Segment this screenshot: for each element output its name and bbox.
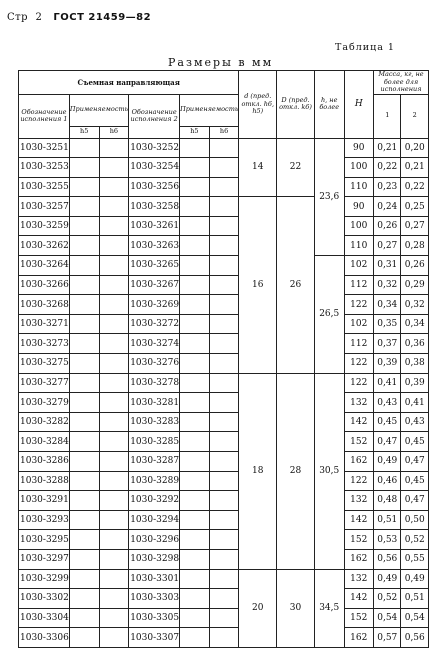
appl2-h6-cell	[209, 510, 239, 530]
code1-cell: 1030-3295	[19, 530, 70, 550]
H-cell: 142	[344, 510, 374, 530]
appl2-h6-cell	[209, 138, 239, 158]
table-row	[19, 452, 429, 472]
appl1-h5-cell	[69, 158, 99, 178]
H-cell: 122	[344, 354, 374, 374]
code2-cell: 1030-3254	[129, 158, 180, 178]
mass2-cell: 0,22	[401, 177, 429, 197]
appl2-h6-cell	[209, 628, 239, 648]
H-cell: 132	[344, 569, 374, 589]
appl1-h6-cell	[99, 314, 129, 334]
appl1-sub-h5: h5	[69, 126, 99, 138]
code1-cell: 1030-3297	[19, 549, 70, 569]
appl2-h6-cell	[209, 452, 239, 472]
appl2-h5-cell	[180, 158, 210, 178]
mass1-cell: 0,46	[374, 471, 401, 491]
appl1-h5-cell	[69, 530, 99, 550]
h-cell: 34,5	[314, 569, 344, 647]
appl2-h5-cell	[180, 138, 210, 158]
appl1-h5-cell	[69, 549, 99, 569]
H-cell: 162	[344, 452, 374, 472]
D-cell: 30	[277, 569, 315, 647]
appl1-h6-cell	[99, 295, 129, 315]
mass1-cell: 0,37	[374, 334, 401, 354]
appl1-h5-cell	[69, 589, 99, 609]
mass2-cell: 0,56	[401, 628, 429, 648]
mass1-header: 1	[374, 94, 401, 138]
appl2-h6-cell	[209, 393, 239, 413]
D-cell: 22	[277, 138, 315, 197]
code1-cell: 1030-3277	[19, 373, 70, 393]
appl2-h6-cell	[209, 275, 239, 295]
appl2-h6-cell	[209, 177, 239, 197]
mass2-cell: 0,45	[401, 471, 429, 491]
mass1-cell: 0,35	[374, 314, 401, 334]
appl1-h5-cell	[69, 393, 99, 413]
code1-cell: 1030-3262	[19, 236, 70, 256]
H-cell: 152	[344, 530, 374, 550]
table-row	[19, 314, 429, 334]
code2-cell: 1030-3258	[129, 197, 180, 217]
code1-cell: 1030-3264	[19, 256, 70, 276]
d-cell: 20	[239, 569, 277, 647]
table-row	[19, 510, 429, 530]
code2-header: Обозначение исполнения 2	[129, 94, 180, 138]
mass1-cell: 0,41	[374, 373, 401, 393]
table-row	[19, 589, 429, 609]
appl1-h6-cell	[99, 510, 129, 530]
mass2-cell: 0,29	[401, 275, 429, 295]
appl2-h6-cell	[209, 236, 239, 256]
appl2-h5-cell	[180, 432, 210, 452]
appl1-h5-cell	[69, 138, 99, 158]
mass1-cell: 0,23	[374, 177, 401, 197]
appl1-h5-cell	[69, 256, 99, 276]
appl1-h6-cell	[99, 197, 129, 217]
table-row	[19, 412, 429, 432]
table-row	[19, 628, 429, 648]
table-row	[19, 569, 429, 589]
mass1-cell: 0,21	[374, 138, 401, 158]
appl2-h6-cell	[209, 608, 239, 628]
H-cell: 122	[344, 471, 374, 491]
mass2-cell: 0,36	[401, 334, 429, 354]
appl1-h5-cell	[69, 471, 99, 491]
appl2-h5-cell	[180, 569, 210, 589]
mass2-cell: 0,55	[401, 549, 429, 569]
code2-cell: 1030-3283	[129, 412, 180, 432]
appl1-h5-cell	[69, 295, 99, 315]
appl1-h5-cell	[69, 216, 99, 236]
standard-number: ГОСТ 21459—82	[53, 12, 152, 23]
table-row	[19, 138, 429, 158]
mass1-cell: 0,49	[374, 452, 401, 472]
H-cell: 122	[344, 295, 374, 315]
mass2-cell: 0,47	[401, 452, 429, 472]
code2-cell: 1030-3272	[129, 314, 180, 334]
H-cell: 90	[344, 197, 374, 217]
H-cell: 142	[344, 412, 374, 432]
appl2-h6-cell	[209, 197, 239, 217]
mass1-cell: 0,32	[374, 275, 401, 295]
mass2-cell: 0,39	[401, 373, 429, 393]
D-cell: 26	[277, 197, 315, 373]
code2-cell: 1030-3267	[129, 275, 180, 295]
appl2-h5-cell	[180, 177, 210, 197]
mass1-cell: 0,48	[374, 491, 401, 511]
table-row	[19, 549, 429, 569]
code2-cell: 1030-3281	[129, 393, 180, 413]
appl1-h5-cell	[69, 628, 99, 648]
code1-cell: 1030-3286	[19, 452, 70, 472]
appl1-h6-cell	[99, 412, 129, 432]
table-row	[19, 432, 429, 452]
code2-cell: 1030-3301	[129, 569, 180, 589]
mass1-cell: 0,34	[374, 295, 401, 315]
appl1-h6-cell	[99, 256, 129, 276]
mass2-cell: 0,32	[401, 295, 429, 315]
appl2-h5-cell	[180, 334, 210, 354]
H-cell: 152	[344, 608, 374, 628]
mass1-cell: 0,26	[374, 216, 401, 236]
appl2-h6-cell	[209, 354, 239, 374]
code1-cell: 1030-3259	[19, 216, 70, 236]
code2-cell: 1030-3285	[129, 432, 180, 452]
table-caption: Размеры в мм	[168, 56, 274, 69]
code1-cell: 1030-3284	[19, 432, 70, 452]
code1-cell: 1030-3266	[19, 275, 70, 295]
H-cell: 112	[344, 334, 374, 354]
appl2-h6-cell	[209, 373, 239, 393]
code2-cell: 1030-3292	[129, 491, 180, 511]
mass2-cell: 0,34	[401, 314, 429, 334]
mass1-cell: 0,45	[374, 412, 401, 432]
code1-cell: 1030-3275	[19, 354, 70, 374]
appl1-h6-cell	[99, 236, 129, 256]
code1-cell: 1030-3299	[19, 569, 70, 589]
h-header: h, не более	[314, 71, 344, 139]
appl1-h5-cell	[69, 432, 99, 452]
mass1-cell: 0,43	[374, 393, 401, 413]
mass2-cell: 0,54	[401, 608, 429, 628]
mass2-cell: 0,27	[401, 216, 429, 236]
code1-cell: 1030-3288	[19, 471, 70, 491]
table-row	[19, 216, 429, 236]
H-cell: 132	[344, 491, 374, 511]
H-cell: 112	[344, 275, 374, 295]
appl1-h6-cell	[99, 569, 129, 589]
appl1-h6-cell	[99, 471, 129, 491]
table-row	[19, 334, 429, 354]
appl2-h5-cell	[180, 216, 210, 236]
table-row	[19, 177, 429, 197]
H-cell: 162	[344, 628, 374, 648]
mass1-cell: 0,27	[374, 236, 401, 256]
appl1-h6-cell	[99, 354, 129, 374]
code2-cell: 1030-3263	[129, 236, 180, 256]
mass2-cell: 0,38	[401, 354, 429, 374]
appl2-h5-cell	[180, 491, 210, 511]
appl1-h5-cell	[69, 177, 99, 197]
appl1-h5-cell	[69, 491, 99, 511]
appl2-h5-cell	[180, 295, 210, 315]
code2-cell: 1030-3294	[129, 510, 180, 530]
appl1-h6-cell	[99, 432, 129, 452]
appl2-h6-cell	[209, 471, 239, 491]
mass1-cell: 0,52	[374, 589, 401, 609]
appl2-h5-cell	[180, 373, 210, 393]
table-row	[19, 530, 429, 550]
appl2-h6-cell	[209, 334, 239, 354]
H-cell: 100	[344, 216, 374, 236]
code2-cell: 1030-3298	[129, 549, 180, 569]
code1-cell: 1030-3279	[19, 393, 70, 413]
H-cell: 100	[344, 158, 374, 178]
table-label: Таблица 1	[335, 42, 395, 53]
appl2-h5-cell	[180, 589, 210, 609]
appl1-h6-cell	[99, 491, 129, 511]
code2-cell: 1030-3305	[129, 608, 180, 628]
H-cell: 90	[344, 138, 374, 158]
code1-cell: 1030-3271	[19, 314, 70, 334]
mass2-cell: 0,20	[401, 138, 429, 158]
code1-cell: 1030-3282	[19, 412, 70, 432]
code2-cell: 1030-3252	[129, 138, 180, 158]
code1-cell: 1030-3293	[19, 510, 70, 530]
appl2-h5-cell	[180, 471, 210, 491]
appl2-h6-cell	[209, 256, 239, 276]
appl2-h6-cell	[209, 569, 239, 589]
appl2-h5-cell	[180, 314, 210, 334]
table-row	[19, 471, 429, 491]
appl2-h5-cell	[180, 412, 210, 432]
appl2-h6-cell	[209, 314, 239, 334]
h-cell: 30,5	[314, 373, 344, 569]
code2-cell: 1030-3276	[129, 354, 180, 374]
table-row	[19, 256, 429, 276]
appl1-h5-cell	[69, 334, 99, 354]
appl1-h5-cell	[69, 354, 99, 374]
mass2-header: 2	[401, 94, 429, 138]
appl2-h6-cell	[209, 589, 239, 609]
d-cell: 14	[239, 138, 277, 197]
page-number: 2	[35, 12, 43, 23]
appl1-h6-cell	[99, 216, 129, 236]
mass2-cell: 0,21	[401, 158, 429, 178]
d-header: d (пред. откл. h6, h5)	[239, 71, 277, 139]
appl2-h5-cell	[180, 256, 210, 276]
code2-cell: 1030-3278	[129, 373, 180, 393]
appl2-h6-cell	[209, 295, 239, 315]
mass1-cell: 0,49	[374, 569, 401, 589]
table-body	[19, 138, 429, 647]
code1-cell: 1030-3306	[19, 628, 70, 648]
code2-cell: 1030-3296	[129, 530, 180, 550]
appl1-header: Применяемость	[69, 94, 128, 126]
appl1-h6-cell	[99, 334, 129, 354]
table-row	[19, 158, 429, 178]
appl2-h5-cell	[180, 197, 210, 217]
H-cell: 110	[344, 177, 374, 197]
mass1-cell: 0,53	[374, 530, 401, 550]
code1-cell: 1030-3304	[19, 608, 70, 628]
page-header	[7, 12, 151, 23]
appl2-h5-cell	[180, 608, 210, 628]
dimensions-table	[18, 70, 429, 648]
appl1-h5-cell	[69, 314, 99, 334]
code2-cell: 1030-3256	[129, 177, 180, 197]
appl2-h5-cell	[180, 549, 210, 569]
H-cell: 110	[344, 236, 374, 256]
mass2-cell: 0,47	[401, 491, 429, 511]
appl1-sub-h6: h6	[99, 126, 129, 138]
mass2-cell: 0,51	[401, 589, 429, 609]
H-cell: 132	[344, 393, 374, 413]
code2-cell: 1030-3289	[129, 471, 180, 491]
guide-group-header: Съемная направляющая	[19, 71, 239, 95]
appl1-h6-cell	[99, 530, 129, 550]
H-cell: 162	[344, 549, 374, 569]
mass2-cell: 0,41	[401, 393, 429, 413]
appl2-h5-cell	[180, 236, 210, 256]
appl2-h6-cell	[209, 549, 239, 569]
mass2-cell: 0,52	[401, 530, 429, 550]
H-cell: 102	[344, 314, 374, 334]
appl2-h6-cell	[209, 491, 239, 511]
code1-cell: 1030-3302	[19, 589, 70, 609]
appl1-h6-cell	[99, 628, 129, 648]
H-cell: 142	[344, 589, 374, 609]
appl1-h6-cell	[99, 373, 129, 393]
appl1-h5-cell	[69, 412, 99, 432]
code2-cell: 1030-3265	[129, 256, 180, 276]
appl1-h5-cell	[69, 569, 99, 589]
table-row	[19, 275, 429, 295]
H-cell: 102	[344, 256, 374, 276]
appl2-h6-cell	[209, 530, 239, 550]
code1-cell: 1030-3291	[19, 491, 70, 511]
mass-header: Масса, кг, не более для исполнения	[374, 71, 429, 95]
appl2-h6-cell	[209, 216, 239, 236]
appl1-h6-cell	[99, 138, 129, 158]
appl2-h5-cell	[180, 510, 210, 530]
code1-cell: 1030-3257	[19, 197, 70, 217]
code1-cell: 1030-3253	[19, 158, 70, 178]
appl2-h5-cell	[180, 530, 210, 550]
mass1-cell: 0,22	[374, 158, 401, 178]
appl1-h6-cell	[99, 452, 129, 472]
page-label: Стр	[7, 12, 29, 23]
mass2-cell: 0,49	[401, 569, 429, 589]
H-cell: 152	[344, 432, 374, 452]
appl2-h6-cell	[209, 432, 239, 452]
appl1-h5-cell	[69, 197, 99, 217]
code1-cell: 1030-3268	[19, 295, 70, 315]
mass2-cell: 0,25	[401, 197, 429, 217]
code2-cell: 1030-3287	[129, 452, 180, 472]
code2-cell: 1030-3303	[129, 589, 180, 609]
mass2-cell: 0,45	[401, 432, 429, 452]
code1-cell: 1030-3273	[19, 334, 70, 354]
code1-cell: 1030-3255	[19, 177, 70, 197]
table-row	[19, 608, 429, 628]
table-row	[19, 295, 429, 315]
H-header: H	[344, 71, 374, 139]
appl1-h6-cell	[99, 608, 129, 628]
table-row	[19, 236, 429, 256]
mass1-cell: 0,56	[374, 549, 401, 569]
appl1-h5-cell	[69, 275, 99, 295]
mass1-cell: 0,24	[374, 197, 401, 217]
code2-cell: 1030-3261	[129, 216, 180, 236]
d-cell: 16	[239, 197, 277, 373]
code1-cell: 1030-3251	[19, 138, 70, 158]
h-cell: 26,5	[314, 256, 344, 374]
appl2-h6-cell	[209, 412, 239, 432]
table-row	[19, 373, 429, 393]
mass1-cell: 0,57	[374, 628, 401, 648]
appl1-h5-cell	[69, 510, 99, 530]
d-cell: 18	[239, 373, 277, 569]
mass2-cell: 0,43	[401, 412, 429, 432]
mass1-cell: 0,31	[374, 256, 401, 276]
appl1-h6-cell	[99, 549, 129, 569]
appl1-h6-cell	[99, 589, 129, 609]
mass2-cell: 0,28	[401, 236, 429, 256]
appl1-h6-cell	[99, 177, 129, 197]
appl2-h6-cell	[209, 158, 239, 178]
mass1-cell: 0,39	[374, 354, 401, 374]
h-cell: 23,6	[314, 138, 344, 256]
mass1-cell: 0,47	[374, 432, 401, 452]
appl1-h5-cell	[69, 452, 99, 472]
mass2-cell: 0,50	[401, 510, 429, 530]
D-header: D (пред. откл. k6)	[277, 71, 315, 139]
appl2-h5-cell	[180, 452, 210, 472]
appl2-sub-h6: h6	[209, 126, 239, 138]
mass1-cell: 0,51	[374, 510, 401, 530]
table-row	[19, 197, 429, 217]
appl2-header: Применяемость	[180, 94, 239, 126]
H-cell: 122	[344, 373, 374, 393]
appl1-h5-cell	[69, 608, 99, 628]
appl1-h5-cell	[69, 236, 99, 256]
table-row	[19, 491, 429, 511]
appl2-sub-h5: h5	[180, 126, 210, 138]
appl1-h6-cell	[99, 158, 129, 178]
appl1-h6-cell	[99, 275, 129, 295]
code1-header: Обозначение исполнения 1	[19, 94, 70, 138]
appl1-h6-cell	[99, 393, 129, 413]
mass1-cell: 0,54	[374, 608, 401, 628]
appl1-h5-cell	[69, 373, 99, 393]
appl2-h5-cell	[180, 628, 210, 648]
mass2-cell: 0,26	[401, 256, 429, 276]
appl2-h5-cell	[180, 354, 210, 374]
appl2-h5-cell	[180, 393, 210, 413]
code2-cell: 1030-3274	[129, 334, 180, 354]
D-cell: 28	[277, 373, 315, 569]
appl2-h5-cell	[180, 275, 210, 295]
table-row	[19, 393, 429, 413]
table-row	[19, 354, 429, 374]
code2-cell: 1030-3269	[129, 295, 180, 315]
code2-cell: 1030-3307	[129, 628, 180, 648]
